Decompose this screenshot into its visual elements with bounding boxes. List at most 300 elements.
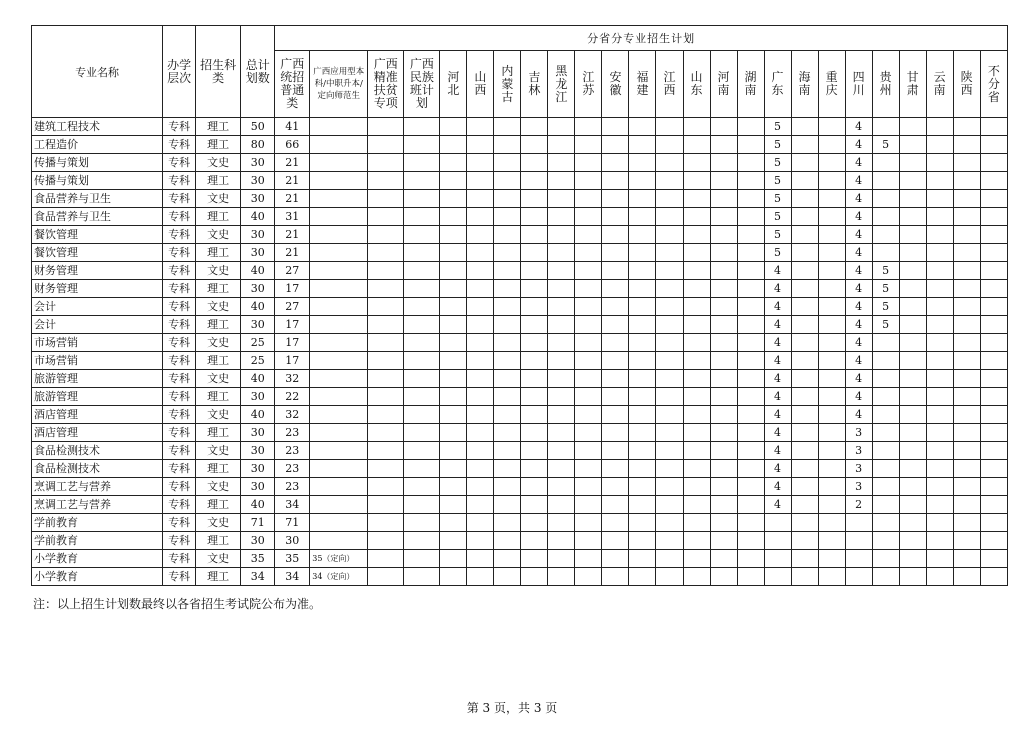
cell-category: 理工 <box>196 496 241 514</box>
cell-gx-applied <box>310 370 368 388</box>
cell-category: 理工 <box>196 118 241 136</box>
cell-province <box>548 154 575 172</box>
cell-province <box>683 190 710 208</box>
cell-province <box>980 136 1007 154</box>
cell-gx-ethnic <box>404 208 440 226</box>
cell-gx-poverty <box>368 244 404 262</box>
cell-province <box>521 190 548 208</box>
cell-major-name: 传播与策划 <box>32 172 163 190</box>
cell-province <box>629 190 656 208</box>
cell-province <box>521 514 548 532</box>
cell-province <box>494 532 521 550</box>
cell-province <box>926 406 953 424</box>
cell-province <box>494 244 521 262</box>
cell-province <box>629 532 656 550</box>
cell-province <box>953 352 980 370</box>
cell-province <box>521 262 548 280</box>
cell-gx-applied <box>310 244 368 262</box>
cell-gx-ethnic <box>404 316 440 334</box>
cell-province <box>656 388 683 406</box>
cell-gx-ethnic <box>404 460 440 478</box>
cell-province <box>467 298 494 316</box>
cell-province <box>872 550 899 568</box>
cell-province <box>710 406 737 424</box>
cell-province <box>494 406 521 424</box>
cell-province <box>548 244 575 262</box>
header-province: 重庆 <box>818 51 845 118</box>
cell-province <box>494 460 521 478</box>
cell-province <box>926 118 953 136</box>
cell-province <box>467 352 494 370</box>
cell-province <box>602 118 629 136</box>
cell-province <box>980 352 1007 370</box>
cell-province <box>440 118 467 136</box>
cell-province <box>899 442 926 460</box>
cell-gx-applied <box>310 298 368 316</box>
cell-province <box>440 262 467 280</box>
cell-province <box>575 334 602 352</box>
cell-province <box>818 262 845 280</box>
cell-gx-applied <box>310 424 368 442</box>
cell-province <box>575 172 602 190</box>
cell-province <box>575 208 602 226</box>
cell-province <box>683 226 710 244</box>
cell-major-name: 会计 <box>32 298 163 316</box>
table-row <box>32 370 1008 388</box>
cell-province <box>953 532 980 550</box>
cell-province <box>440 154 467 172</box>
cell-province <box>467 478 494 496</box>
cell-province <box>548 424 575 442</box>
cell-gx-applied <box>310 388 368 406</box>
cell-province <box>899 388 926 406</box>
table-row <box>32 550 1008 568</box>
cell-gx-general: 32 <box>275 406 310 424</box>
cell-province <box>467 460 494 478</box>
header-province: 河南 <box>710 51 737 118</box>
cell-province <box>602 190 629 208</box>
cell-province <box>899 406 926 424</box>
cell-province <box>818 550 845 568</box>
table-row <box>32 118 1008 136</box>
cell-province <box>467 514 494 532</box>
cell-province <box>737 496 764 514</box>
cell-province <box>791 172 818 190</box>
cell-province <box>440 208 467 226</box>
cell-province <box>926 280 953 298</box>
cell-province <box>629 514 656 532</box>
cell-province <box>683 532 710 550</box>
cell-province: 4 <box>764 262 791 280</box>
cell-province: 4 <box>845 118 872 136</box>
cell-province <box>494 388 521 406</box>
cell-province <box>521 226 548 244</box>
cell-gx-applied <box>310 442 368 460</box>
cell-province <box>953 460 980 478</box>
cell-province <box>629 334 656 352</box>
cell-province <box>899 568 926 586</box>
cell-province: 5 <box>872 280 899 298</box>
cell-province <box>980 568 1007 586</box>
cell-province <box>683 442 710 460</box>
cell-province <box>872 478 899 496</box>
cell-province <box>548 226 575 244</box>
cell-province: 5 <box>764 208 791 226</box>
cell-province <box>494 136 521 154</box>
cell-province <box>710 298 737 316</box>
header-province: 贵州 <box>872 51 899 118</box>
cell-province <box>953 406 980 424</box>
cell-province <box>953 136 980 154</box>
cell-province <box>683 244 710 262</box>
cell-gx-general: 21 <box>275 226 310 244</box>
cell-province <box>926 244 953 262</box>
cell-province <box>980 388 1007 406</box>
cell-gx-ethnic <box>404 172 440 190</box>
cell-province <box>629 136 656 154</box>
cell-province <box>899 352 926 370</box>
cell-province <box>980 424 1007 442</box>
cell-province <box>872 514 899 532</box>
cell-province <box>656 334 683 352</box>
cell-province: 5 <box>764 244 791 262</box>
cell-total: 30 <box>241 388 275 406</box>
cell-province <box>521 388 548 406</box>
cell-province <box>683 460 710 478</box>
cell-province <box>494 496 521 514</box>
cell-province <box>656 190 683 208</box>
cell-province <box>953 568 980 586</box>
table-header <box>32 26 1008 118</box>
cell-province: 4 <box>764 298 791 316</box>
cell-total: 30 <box>241 244 275 262</box>
cell-level: 专科 <box>163 442 196 460</box>
cell-level: 专科 <box>163 568 196 586</box>
cell-province <box>818 280 845 298</box>
cell-province <box>818 478 845 496</box>
cell-gx-poverty <box>368 136 404 154</box>
cell-province <box>467 568 494 586</box>
cell-gx-ethnic <box>404 442 440 460</box>
cell-province <box>602 424 629 442</box>
cell-province <box>737 334 764 352</box>
cell-gx-applied <box>310 460 368 478</box>
cell-province <box>710 280 737 298</box>
header-province: 福建 <box>629 51 656 118</box>
cell-province <box>440 532 467 550</box>
cell-province <box>683 424 710 442</box>
cell-province <box>872 190 899 208</box>
header-province: 河北 <box>440 51 467 118</box>
cell-province <box>818 154 845 172</box>
cell-province <box>467 190 494 208</box>
cell-province <box>953 442 980 460</box>
cell-province <box>791 298 818 316</box>
cell-province <box>845 568 872 586</box>
cell-category: 理工 <box>196 568 241 586</box>
cell-province <box>737 352 764 370</box>
cell-province <box>683 334 710 352</box>
cell-level: 专科 <box>163 298 196 316</box>
cell-province <box>602 514 629 532</box>
cell-major-name: 酒店管理 <box>32 424 163 442</box>
cell-province <box>926 190 953 208</box>
header-province: 不分省 <box>980 51 1007 118</box>
cell-province <box>737 550 764 568</box>
cell-province <box>926 352 953 370</box>
table-row <box>32 226 1008 244</box>
cell-level: 专科 <box>163 226 196 244</box>
cell-province <box>710 514 737 532</box>
cell-level: 专科 <box>163 262 196 280</box>
table-row <box>32 208 1008 226</box>
cell-province <box>710 136 737 154</box>
cell-province <box>602 154 629 172</box>
cell-gx-general: 21 <box>275 154 310 172</box>
cell-province <box>629 118 656 136</box>
cell-province <box>629 442 656 460</box>
table-row <box>32 478 1008 496</box>
cell-province <box>872 244 899 262</box>
cell-province <box>629 172 656 190</box>
cell-major-name: 旅游管理 <box>32 370 163 388</box>
cell-gx-general: 31 <box>275 208 310 226</box>
cell-province <box>980 496 1007 514</box>
cell-province <box>521 568 548 586</box>
cell-province <box>710 118 737 136</box>
cell-province: 4 <box>845 226 872 244</box>
cell-gx-poverty <box>368 280 404 298</box>
cell-province <box>710 154 737 172</box>
cell-province: 4 <box>845 298 872 316</box>
cell-province <box>953 514 980 532</box>
header-name: 专业名称 <box>32 26 163 118</box>
cell-gx-applied <box>310 514 368 532</box>
cell-gx-ethnic <box>404 136 440 154</box>
cell-major-name: 财务管理 <box>32 262 163 280</box>
cell-province <box>818 334 845 352</box>
cell-province <box>737 388 764 406</box>
cell-province <box>575 406 602 424</box>
cell-province <box>899 532 926 550</box>
cell-province <box>683 550 710 568</box>
cell-province: 4 <box>845 370 872 388</box>
cell-province <box>629 550 656 568</box>
cell-province <box>818 316 845 334</box>
cell-province <box>953 316 980 334</box>
cell-gx-poverty <box>368 190 404 208</box>
cell-level: 专科 <box>163 496 196 514</box>
cell-province <box>710 478 737 496</box>
table-row <box>32 136 1008 154</box>
cell-province <box>980 172 1007 190</box>
cell-province <box>926 298 953 316</box>
cell-province <box>494 298 521 316</box>
cell-gx-general: 17 <box>275 334 310 352</box>
cell-province <box>494 352 521 370</box>
cell-province <box>602 316 629 334</box>
table-row <box>32 190 1008 208</box>
cell-gx-general: 21 <box>275 244 310 262</box>
header-province: 吉林 <box>521 51 548 118</box>
cell-province <box>602 388 629 406</box>
cell-province: 4 <box>764 280 791 298</box>
cell-province <box>548 262 575 280</box>
cell-major-name: 烹调工艺与营养 <box>32 496 163 514</box>
cell-province <box>953 496 980 514</box>
cell-province <box>818 532 845 550</box>
cell-province <box>953 244 980 262</box>
cell-province <box>548 550 575 568</box>
cell-province: 4 <box>764 442 791 460</box>
header-province: 甘肃 <box>899 51 926 118</box>
cell-province <box>440 352 467 370</box>
cell-province <box>602 442 629 460</box>
cell-province <box>737 208 764 226</box>
cell-province <box>575 550 602 568</box>
table-row <box>32 298 1008 316</box>
footnote: 注：以上招生计划数最终以各省招生考试院公布为准。 <box>33 597 322 611</box>
header-province: 江西 <box>656 51 683 118</box>
cell-province: 5 <box>764 118 791 136</box>
cell-province <box>899 244 926 262</box>
cell-province <box>548 514 575 532</box>
cell-category: 理工 <box>196 424 241 442</box>
cell-category: 理工 <box>196 316 241 334</box>
cell-province <box>818 406 845 424</box>
cell-province <box>602 244 629 262</box>
cell-province <box>980 478 1007 496</box>
cell-province <box>953 118 980 136</box>
cell-province <box>548 208 575 226</box>
cell-province <box>926 478 953 496</box>
cell-province <box>845 550 872 568</box>
cell-province <box>494 370 521 388</box>
cell-province <box>818 226 845 244</box>
cell-province <box>737 118 764 136</box>
cell-province <box>710 316 737 334</box>
cell-category: 文史 <box>196 190 241 208</box>
cell-province <box>575 280 602 298</box>
cell-province <box>521 424 548 442</box>
cell-province <box>548 532 575 550</box>
cell-province <box>710 226 737 244</box>
cell-province: 4 <box>845 262 872 280</box>
cell-province <box>656 568 683 586</box>
cell-province <box>683 568 710 586</box>
cell-gx-general: 35 <box>275 550 310 568</box>
cell-province <box>683 316 710 334</box>
cell-province <box>791 478 818 496</box>
cell-total: 30 <box>241 154 275 172</box>
cell-province <box>818 388 845 406</box>
cell-province <box>980 406 1007 424</box>
cell-province <box>872 352 899 370</box>
cell-province <box>737 136 764 154</box>
cell-province <box>440 190 467 208</box>
cell-level: 专科 <box>163 352 196 370</box>
cell-province <box>575 460 602 478</box>
cell-level: 专科 <box>163 208 196 226</box>
cell-province <box>629 406 656 424</box>
cell-province <box>656 118 683 136</box>
cell-province <box>494 424 521 442</box>
cell-province <box>980 190 1007 208</box>
cell-province <box>602 280 629 298</box>
cell-major-name: 餐饮管理 <box>32 226 163 244</box>
cell-total: 30 <box>241 478 275 496</box>
cell-province <box>980 442 1007 460</box>
cell-province <box>953 262 980 280</box>
cell-province <box>737 478 764 496</box>
cell-category: 理工 <box>196 280 241 298</box>
cell-major-name: 餐饮管理 <box>32 244 163 262</box>
cell-province <box>926 496 953 514</box>
cell-gx-poverty <box>368 388 404 406</box>
cell-province <box>710 352 737 370</box>
cell-total: 40 <box>241 262 275 280</box>
cell-gx-ethnic <box>404 424 440 442</box>
cell-province <box>872 226 899 244</box>
cell-province <box>521 298 548 316</box>
cell-province <box>791 352 818 370</box>
cell-province <box>899 136 926 154</box>
cell-category: 理工 <box>196 244 241 262</box>
cell-province <box>926 532 953 550</box>
cell-province <box>737 172 764 190</box>
cell-major-name: 学前教育 <box>32 532 163 550</box>
cell-gx-poverty <box>368 208 404 226</box>
header-province: 广东 <box>764 51 791 118</box>
table-row <box>32 532 1008 550</box>
cell-province <box>440 280 467 298</box>
cell-province: 5 <box>764 190 791 208</box>
cell-category: 文史 <box>196 442 241 460</box>
cell-province <box>899 496 926 514</box>
cell-province <box>602 460 629 478</box>
cell-province <box>575 316 602 334</box>
cell-province <box>953 208 980 226</box>
cell-province: 5 <box>764 226 791 244</box>
cell-province <box>521 244 548 262</box>
header-group-title: 分省分专业招生计划 <box>275 26 1008 51</box>
cell-level: 专科 <box>163 280 196 298</box>
cell-gx-general: 32 <box>275 370 310 388</box>
cell-gx-general: 17 <box>275 280 310 298</box>
cell-province <box>494 172 521 190</box>
cell-gx-general: 23 <box>275 442 310 460</box>
cell-category: 文史 <box>196 154 241 172</box>
cell-province <box>602 136 629 154</box>
table-row <box>32 568 1008 586</box>
cell-province <box>575 298 602 316</box>
cell-province <box>791 262 818 280</box>
cell-province: 4 <box>845 388 872 406</box>
cell-province <box>818 514 845 532</box>
cell-gx-poverty <box>368 406 404 424</box>
cell-province <box>521 334 548 352</box>
cell-total: 30 <box>241 460 275 478</box>
cell-province <box>683 406 710 424</box>
cell-province <box>521 442 548 460</box>
cell-province <box>602 298 629 316</box>
cell-province <box>764 568 791 586</box>
cell-province <box>737 316 764 334</box>
cell-total: 80 <box>241 136 275 154</box>
cell-province <box>548 316 575 334</box>
cell-province <box>818 298 845 316</box>
table-row <box>32 316 1008 334</box>
